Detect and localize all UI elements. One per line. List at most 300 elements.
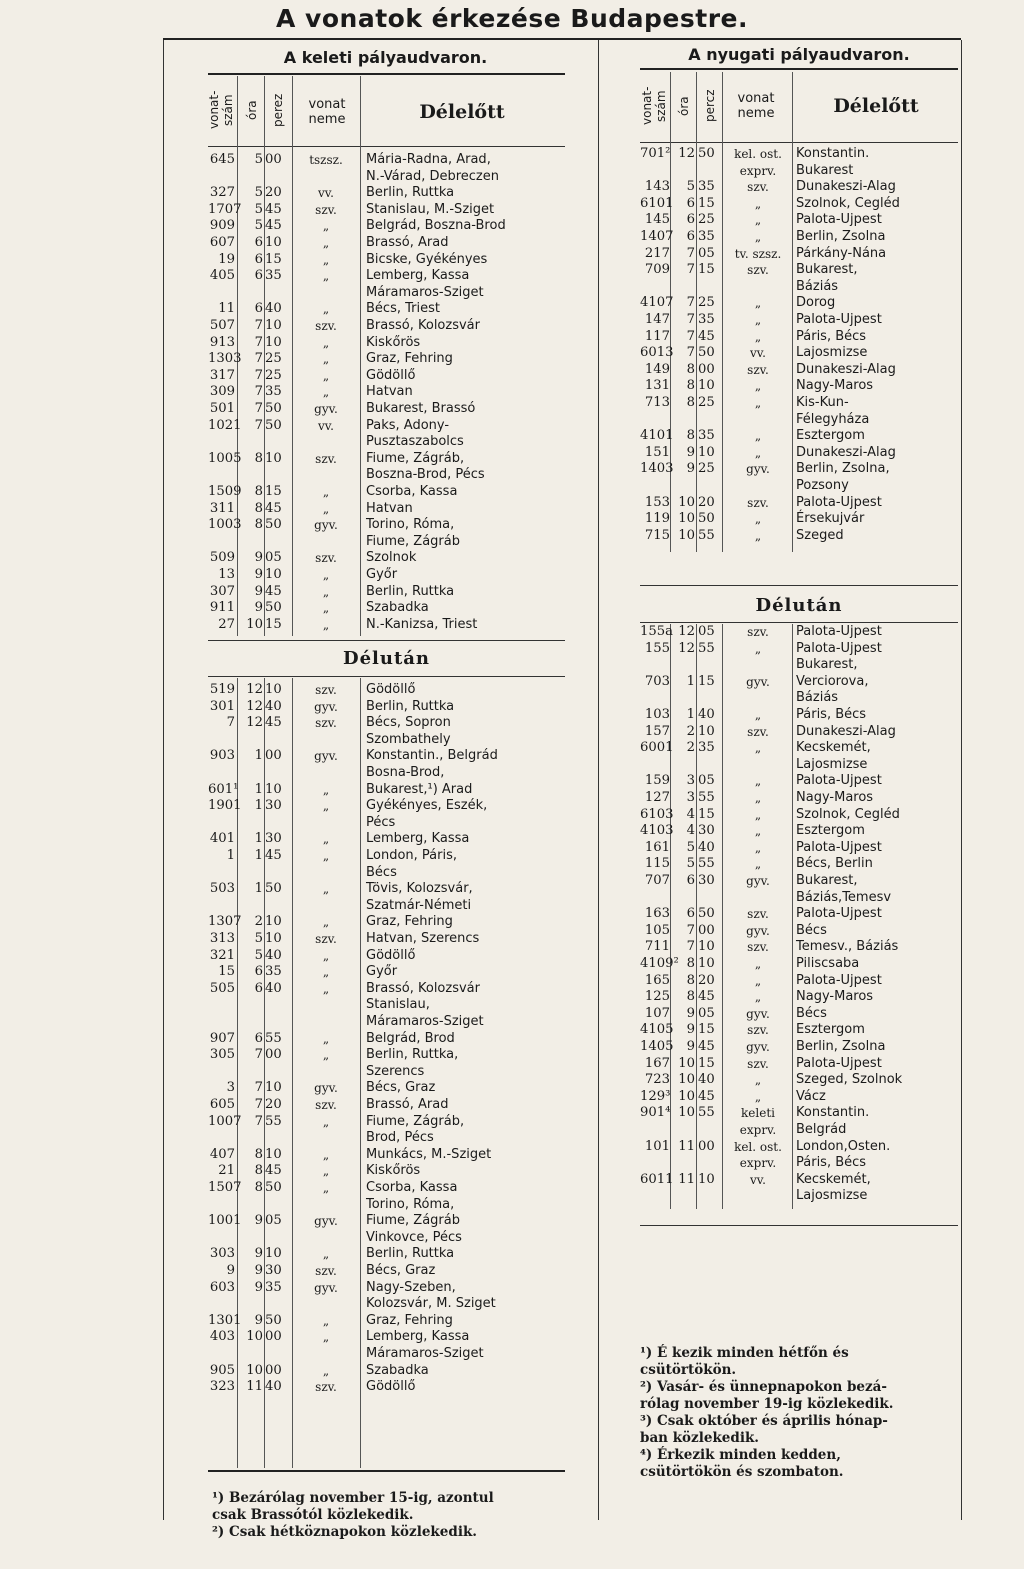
origin: Palota-Ujpest (796, 773, 882, 789)
origin: Gödöllő (366, 682, 416, 697)
hour: 10 (678, 527, 695, 543)
origin: Piliscsaba (796, 956, 860, 971)
train-number: 115 (644, 856, 670, 872)
train-number: 317 (209, 367, 235, 383)
table-row (640, 395, 958, 412)
origin: Páris, Bécs (796, 328, 867, 344)
hour: 8 (686, 395, 695, 410)
origin: Báziás (796, 690, 839, 706)
origin: Brassó, Kolozsvár (366, 318, 480, 333)
keleti-bottom-rule (208, 1470, 565, 1472)
train-number: 311 (209, 500, 235, 516)
train-number: 163 (644, 906, 670, 922)
table-row (640, 906, 958, 923)
train-number: 1303 (208, 351, 242, 367)
table-row (640, 1039, 958, 1056)
hour: 7 (254, 318, 263, 333)
top-rule (163, 38, 961, 40)
hour: 7 (254, 351, 263, 367)
train-number: 11 (218, 301, 235, 317)
table-row (640, 146, 958, 163)
train-number: 509 (209, 550, 235, 566)
keleti-colhead-rule (208, 146, 565, 147)
origin: Csorba, Kassa (366, 484, 458, 499)
minute: 10 (265, 235, 282, 250)
origin: Szombathely (366, 731, 451, 747)
train-number: 147 (644, 312, 670, 327)
minute: 35 (265, 964, 282, 980)
train-type: „ (754, 641, 762, 656)
table-row (640, 1022, 958, 1039)
hour: 7 (686, 345, 695, 361)
train-type: „ (754, 957, 762, 971)
train-number: 1 (226, 848, 235, 863)
origin: Szolnok, Cegléd (796, 195, 900, 211)
origin: Páris, Bécs (796, 707, 867, 722)
origin: Tövis, Kolozsvár, (366, 881, 473, 897)
hour: 9 (686, 461, 695, 477)
table-row (208, 285, 565, 302)
minute: 40 (698, 839, 715, 855)
hour: 1 (686, 673, 695, 689)
origin: Bukarest, (796, 262, 858, 278)
train-number: 21 (218, 1163, 235, 1179)
origin: Fiume, Zágráb (366, 533, 460, 549)
table-row (208, 997, 565, 1014)
table-row (208, 1130, 565, 1147)
origin: Palota-Ujpest (796, 839, 882, 855)
train-type: szv. (315, 1380, 337, 1395)
minute: 25 (698, 461, 715, 477)
minute: 30 (698, 873, 715, 888)
footnote-line: ban közlekedik. (640, 1430, 760, 1446)
table-row (208, 268, 565, 285)
hour: 11 (246, 1379, 263, 1395)
train-type: szv. (747, 907, 769, 922)
minute: 45 (698, 1088, 715, 1104)
train-number: 15 (218, 964, 235, 980)
train-number: 307 (209, 583, 235, 599)
hour: 4 (686, 806, 695, 822)
origin: Belgrád, Boszna-Brod (366, 218, 506, 234)
hour: 8 (254, 484, 263, 499)
train-number: 105 (644, 922, 670, 938)
hour: 10 (678, 1105, 695, 1121)
keleti-head-rule (208, 73, 565, 75)
table-row (640, 163, 958, 180)
table-row (640, 511, 958, 528)
table-row (208, 1363, 565, 1380)
train-type: „ (754, 196, 762, 211)
hour: 7 (254, 417, 263, 433)
origin: Fiume, Zágráb (366, 1213, 460, 1229)
hour: 7 (686, 295, 695, 311)
train-number: 601¹ (208, 781, 239, 797)
table-row (208, 1031, 565, 1048)
minute: 10 (698, 1171, 715, 1187)
table-row (208, 202, 565, 219)
table-row (640, 412, 958, 429)
train-type: „ (322, 601, 330, 616)
table-row (640, 362, 958, 379)
train-type: „ (322, 915, 330, 930)
table-row (208, 1163, 565, 1180)
hour: 9 (254, 600, 263, 616)
origin: Temesv., Báziás (796, 939, 899, 955)
hour: 1 (254, 831, 263, 847)
train-type: „ (322, 1363, 330, 1378)
keleti-col-vonatneme: vonat neme (308, 97, 346, 127)
minute: 40 (265, 1379, 282, 1395)
train-number: 143 (644, 179, 670, 195)
table-row (208, 318, 565, 335)
table-row (640, 1006, 958, 1023)
hour: 1 (254, 748, 263, 764)
origin: Szolnok (366, 550, 417, 566)
hour: 5 (686, 856, 695, 872)
minute: 50 (265, 1180, 282, 1195)
train-number: 603 (209, 1279, 235, 1295)
train-type: exprv. (739, 1123, 777, 1137)
train-number: 153 (644, 494, 670, 510)
origin: Bukarest, (796, 657, 858, 673)
table-row (208, 848, 565, 865)
minute: 50 (265, 401, 282, 416)
table-row (640, 495, 958, 512)
train-type: szv. (315, 319, 337, 333)
minute: 50 (265, 881, 282, 897)
train-number: 301 (209, 698, 235, 714)
origin: Hatvan, Szerencs (366, 931, 480, 946)
hour: 9 (254, 583, 263, 599)
minute: 50 (698, 906, 715, 922)
minute: 15 (698, 1055, 715, 1071)
table-row (640, 478, 958, 495)
table-row (640, 873, 958, 890)
hour: 6 (254, 980, 263, 996)
table-row (640, 1188, 958, 1205)
table-row (640, 757, 958, 774)
hour: 2 (686, 723, 695, 739)
train-number: 13 (218, 567, 235, 582)
table-row (640, 229, 958, 246)
hour: 7 (254, 1047, 263, 1063)
train-type: „ (322, 1164, 330, 1179)
nyugati-footnotes (640, 1345, 893, 1481)
minute: 45 (265, 583, 282, 599)
train-type: kel. ost. (734, 147, 782, 161)
train-number: 323 (209, 1379, 235, 1395)
minute: 20 (698, 972, 715, 988)
origin: Báziás,Temesv (796, 889, 892, 905)
train-type: szv. (315, 451, 337, 466)
train-number: 149 (644, 361, 670, 377)
table-row (640, 279, 958, 296)
hour: 3 (686, 773, 695, 789)
hour: 8 (254, 450, 263, 466)
table-row (208, 682, 565, 699)
table-row (208, 1263, 565, 1280)
train-number: 155 (644, 640, 670, 656)
train-type: szv. (747, 263, 769, 278)
table-row (208, 567, 565, 584)
minute: 45 (265, 715, 282, 731)
origin: Szabadka (366, 600, 429, 616)
minute: 00 (265, 152, 282, 167)
table-row (640, 724, 958, 741)
table-row (208, 252, 565, 269)
table-row (640, 179, 958, 196)
train-type: „ (322, 1330, 330, 1345)
minute: 55 (698, 640, 715, 656)
hour: 12 (246, 698, 263, 714)
train-type: gyv. (746, 923, 770, 938)
hour: 9 (254, 1312, 263, 1328)
train-number: 723 (644, 1072, 670, 1088)
train-number: 605 (209, 1097, 235, 1112)
train-type: gyv. (746, 462, 770, 477)
origin: Bukarest, (796, 873, 858, 888)
hour: 1 (254, 798, 263, 814)
table-row (208, 550, 565, 567)
train-type: „ (754, 973, 762, 988)
minute: 40 (265, 301, 282, 317)
train-number: 1509 (208, 484, 242, 499)
table-row (208, 517, 565, 534)
hour: 8 (686, 361, 695, 377)
origin: Konstantin., Belgrád (366, 748, 498, 764)
train-number: 909 (209, 218, 235, 234)
nyugati-col-vonatneme: vonat neme (737, 91, 775, 121)
train-number: 709 (644, 262, 670, 278)
right-border (961, 40, 962, 1520)
minute: 15 (698, 262, 715, 278)
table-row (640, 840, 958, 857)
train-number: 129³ (640, 1088, 671, 1104)
minute: 55 (698, 1105, 715, 1121)
hour: 5 (254, 947, 263, 963)
hour: 10 (678, 511, 695, 527)
train-type: „ (754, 329, 762, 344)
train-number: 321 (209, 947, 235, 963)
minute: 50 (265, 1312, 282, 1328)
origin: Berlin, Ruttka (366, 185, 455, 201)
hour: 10 (246, 1329, 263, 1345)
minute: 55 (265, 1030, 282, 1046)
hour: 8 (686, 956, 695, 971)
origin: Palota-Ujpest (796, 1055, 882, 1071)
origin: Graz, Fehring (366, 351, 453, 367)
table-row (640, 973, 958, 990)
train-number: 405 (209, 268, 235, 284)
origin: Paks, Adony- (366, 417, 450, 433)
origin: Bukarest,¹) Arad (366, 781, 473, 797)
origin: Bécs (796, 922, 827, 938)
minute: 25 (265, 351, 282, 367)
train-type: vv. (750, 1172, 766, 1187)
minute: 45 (265, 201, 282, 217)
footnote-line: ³) Csak október és április hónap- (640, 1413, 888, 1429)
table-row (208, 881, 565, 898)
origin: Pozsony (796, 478, 849, 493)
train-type: „ (754, 379, 762, 394)
origin: Lemberg, Kassa (366, 831, 470, 847)
train-type: szv. (315, 202, 337, 217)
train-type: „ (754, 396, 762, 410)
keleti-col-delelott: Délelőtt (419, 101, 505, 123)
keleti-footnotes (212, 1490, 494, 1541)
origin: Szeged, Szolnok (796, 1072, 903, 1088)
minute: 10 (265, 450, 282, 466)
minute: 40 (265, 947, 282, 963)
train-type: „ (754, 857, 762, 872)
hour: 7 (686, 312, 695, 327)
hour: 7 (254, 334, 263, 350)
minute: 25 (698, 395, 715, 410)
footnote-line: csütörtökön. (640, 1362, 737, 1378)
minute: 10 (265, 931, 282, 946)
origin: Konstantin. (796, 1105, 870, 1121)
train-number: 707 (644, 873, 670, 888)
origin: Dunakeszi-Alag (796, 444, 896, 460)
table-row (208, 914, 565, 931)
table-row (208, 931, 565, 948)
train-number: 6011 (640, 1171, 674, 1187)
train-number: 905 (209, 1362, 235, 1378)
train-type: „ (322, 269, 330, 284)
train-type: „ (322, 501, 330, 516)
train-number: 4103 (640, 823, 674, 839)
minute: 45 (265, 1163, 282, 1179)
table-row (640, 807, 958, 824)
keleti-heading: A keleti pályaudvaron. (283, 48, 488, 67)
train-type: „ (322, 352, 330, 367)
minute: 45 (265, 218, 282, 234)
table-row (208, 418, 565, 435)
train-type: „ (322, 1313, 330, 1328)
origin: Bukarest (796, 162, 854, 178)
train-type: gyv. (746, 874, 770, 888)
minute: 20 (265, 1097, 282, 1112)
origin: Érsekujvár (796, 511, 865, 527)
train-type: tv. szsz. (734, 246, 782, 261)
minute: 15 (265, 484, 282, 499)
minute: 05 (698, 624, 715, 639)
table-row (208, 898, 565, 915)
hour: 6 (254, 268, 263, 284)
minute: 30 (698, 823, 715, 839)
nyugati-heading: A nyugati pályaudvaron. (688, 45, 910, 64)
hour: 12 (678, 624, 695, 639)
origin: Nagy-Maros (796, 378, 874, 394)
hour: 9 (254, 1246, 263, 1262)
minute: 55 (698, 856, 715, 872)
train-type: vv. (318, 418, 334, 433)
train-type: „ (322, 849, 330, 863)
table-row (208, 1180, 565, 1197)
hour: 6 (254, 964, 263, 980)
origin: Lajosmizse (796, 1188, 868, 1204)
hour: 10 (678, 494, 695, 510)
hour: 9 (254, 1279, 263, 1295)
train-type: „ (322, 568, 330, 582)
origin: Palota-Ujpest (796, 212, 882, 228)
origin: Hatvan (366, 500, 413, 516)
origin: Páris, Bécs (796, 1155, 867, 1171)
table-row (640, 707, 958, 724)
hour: 5 (254, 201, 263, 217)
hour: 5 (254, 218, 263, 234)
minute: 30 (265, 1263, 282, 1278)
keleti-sub-rule (208, 676, 565, 677)
train-number: 1507 (208, 1180, 242, 1195)
hour: 6 (686, 229, 695, 244)
footnote-line: ²) Csak hétköznapokon közlekedik. (212, 1524, 477, 1540)
train-number: 3 (226, 1080, 235, 1096)
table-row (640, 1139, 958, 1156)
train-number: 1301 (208, 1312, 242, 1328)
train-number: 159 (644, 773, 670, 789)
table-row (208, 484, 565, 501)
train-type: „ (754, 990, 762, 1005)
train-number: 165 (644, 972, 670, 988)
train-type: „ (754, 824, 762, 839)
train-type: „ (322, 236, 330, 250)
hour: 3 (686, 790, 695, 805)
table-row (640, 674, 958, 691)
train-number: 131 (644, 378, 670, 394)
train-type: szv. (747, 362, 769, 377)
hour: 12 (246, 682, 263, 697)
train-type: „ (754, 445, 762, 460)
table-row (208, 534, 565, 551)
hour: 10 (678, 1088, 695, 1104)
train-type: szv. (747, 180, 769, 195)
hour: 6 (686, 212, 695, 228)
table-row (640, 1122, 958, 1139)
train-number: 309 (209, 384, 235, 400)
origin: Lajosmizse (796, 345, 868, 361)
footnote-line: ²) Vasár- és ünnepnapokon bezá- (640, 1379, 888, 1395)
table-row (640, 641, 958, 658)
origin: Lemberg, Kassa (366, 1329, 470, 1345)
origin: Berlin, Zsolna (796, 229, 886, 244)
hour: 8 (686, 428, 695, 444)
origin: Graz, Fehring (366, 914, 453, 930)
table-row (640, 856, 958, 873)
train-type: gyv. (314, 402, 338, 416)
table-row (208, 831, 565, 848)
nyugati-sub-rule (640, 622, 958, 623)
footnote-line: rólag november 19-ig közlekedik. (640, 1396, 894, 1412)
minute: 25 (698, 295, 715, 311)
minute: 15 (265, 251, 282, 267)
minute: 10 (265, 781, 282, 797)
minute: 50 (265, 600, 282, 616)
origin: Párkány-Nána (796, 245, 887, 261)
train-type: „ (754, 296, 762, 311)
train-type: „ (322, 1114, 330, 1129)
keleti-sub-rule (208, 640, 565, 641)
origin: Nagy-Maros (796, 790, 874, 805)
left-border (163, 40, 164, 1520)
origin: Máramaros-Sziget (366, 284, 484, 300)
origin: Berlin, Ruttka (366, 583, 455, 599)
minute: 15 (698, 1022, 715, 1038)
train-number: 519 (209, 682, 235, 697)
origin: Pécs (366, 814, 396, 830)
table-row (640, 790, 958, 807)
